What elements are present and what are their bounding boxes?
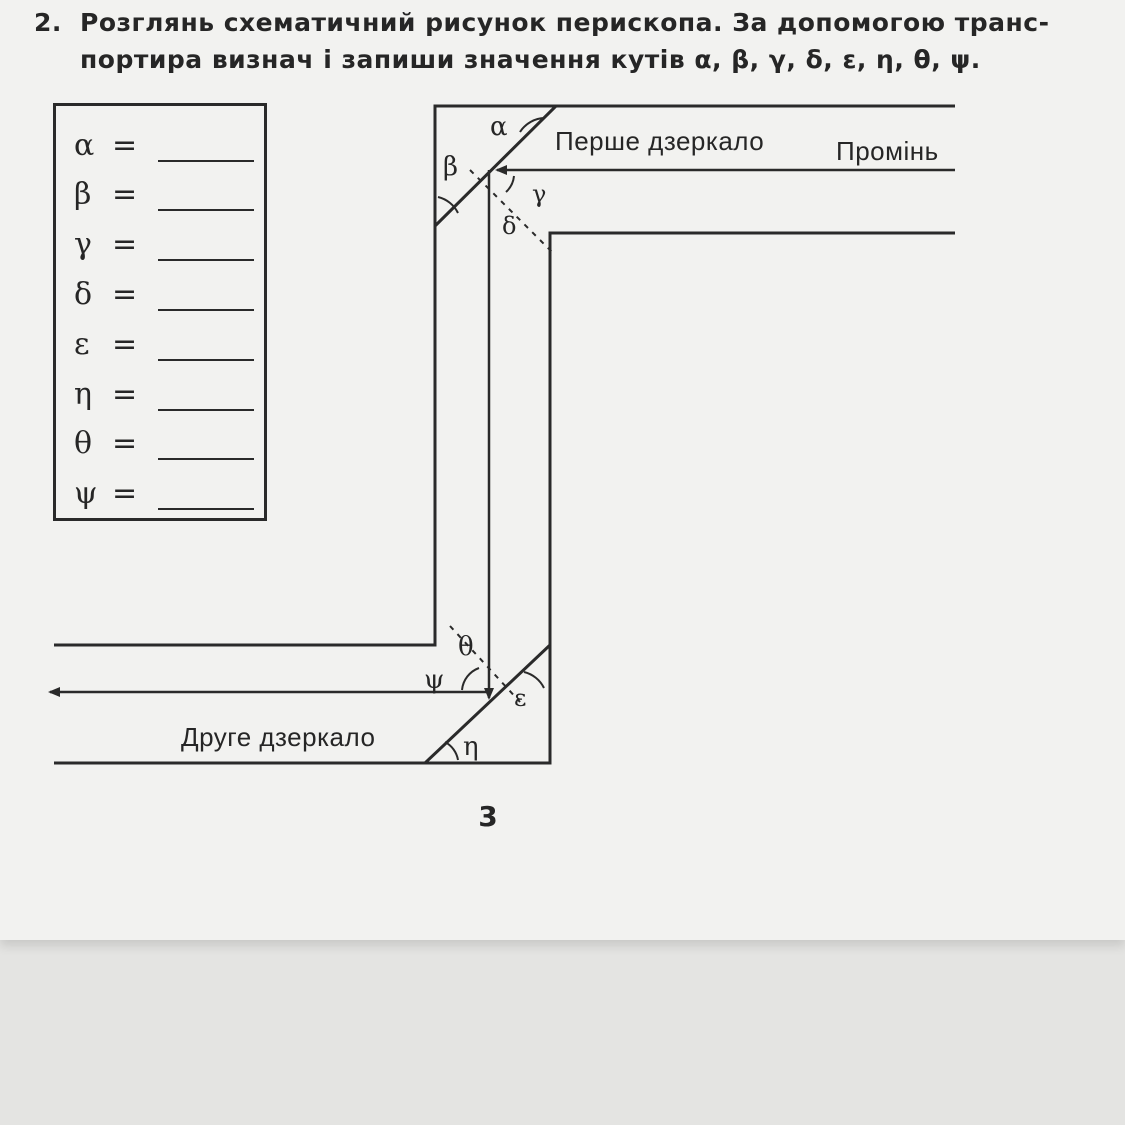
answer-equals: = [112,177,138,212]
answer-equals: = [112,277,138,312]
answer-symbol: ε [74,327,90,362]
page-number: 3 [478,800,498,833]
task-number: 2. [34,8,62,37]
answer-symbol: η [74,377,92,412]
angle-arc-epsilon [524,672,544,688]
angle-label-psi: ψ [424,665,445,695]
answer-symbol: α [74,128,95,163]
first-mirror-label: Перше дзеркало [555,126,765,156]
angle-label-alpha: α [490,112,508,142]
answer-symbol: γ [74,227,92,262]
second-mirror-line [425,645,550,763]
angle-label-eta: η [463,732,479,762]
second-mirror-label: Друге дзеркало [181,722,376,752]
answer-symbol: θ [74,426,93,461]
angle-label-theta: θ [458,632,474,662]
answer-equals: = [112,377,138,412]
angle-arc-psi [462,668,479,690]
angle-label-epsilon: ε [514,684,527,712]
answer-symbol: δ [74,277,93,312]
task-line-2: портира визнач і запиши значення кутів α, β, γ, δ, ε, η, θ, ψ. [80,45,981,74]
angle-arc-gamma [506,176,514,192]
ray-label: Промінь [836,136,939,166]
answer-equals: = [112,327,138,362]
answer-symbol: ψ [74,476,98,511]
answer-equals: = [112,227,138,262]
periscope-outer-wall [54,106,955,645]
answer-equals: = [112,128,138,163]
answer-symbol: β [74,177,92,212]
answer-equals: = [112,426,138,461]
answer-equals: = [112,476,138,511]
angle-arc-eta [445,742,458,760]
periscope-inner-wall [54,233,955,763]
angle-label-gamma: γ [532,180,547,208]
task-line-1: Розглянь схематичний рисунок перископа. За допомогою транс- [80,8,1050,37]
angle-label-beta: β [443,152,459,182]
angle-label-delta: δ [502,212,517,240]
